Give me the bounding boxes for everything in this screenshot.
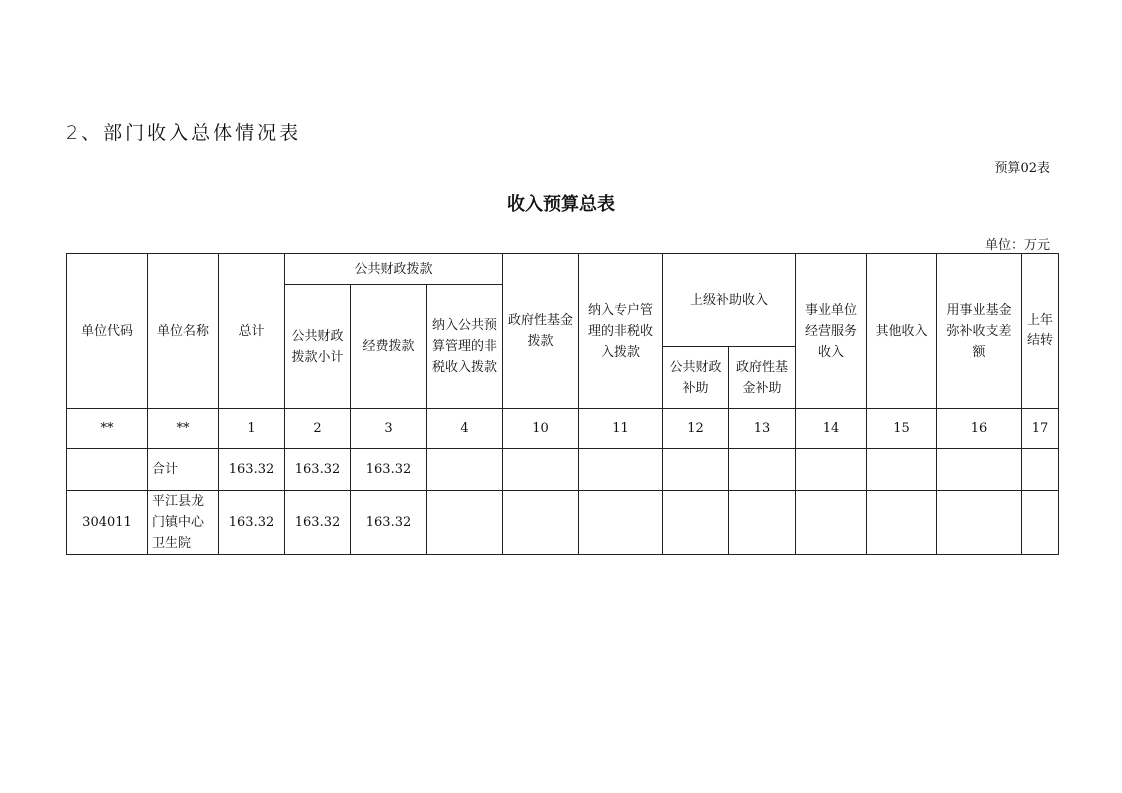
cell-value xyxy=(1022,491,1059,555)
cell-value xyxy=(867,449,937,491)
header-ss-public: 公共财政补助 xyxy=(663,347,729,409)
column-number-cell: ** xyxy=(67,409,148,449)
column-number-cell: 1 xyxy=(219,409,285,449)
header-pf-funding: 经费拨款 xyxy=(351,285,427,409)
cell-value xyxy=(503,491,579,555)
cell-value xyxy=(729,449,796,491)
cell-value xyxy=(729,491,796,555)
column-number-cell: 11 xyxy=(579,409,663,449)
header-pf-subtotal: 公共财政拨款小计 xyxy=(285,285,351,409)
header-fund-offset: 用事业基金弥补收支差额 xyxy=(937,254,1022,409)
table-title: 收入预算总表 xyxy=(507,194,615,215)
column-number-cell: 4 xyxy=(427,409,503,449)
cell-unit-name: 合计 xyxy=(148,449,219,491)
section-title: 2、部门收入总体情况表 xyxy=(66,122,302,144)
column-number-cell: 14 xyxy=(796,409,867,449)
cell-value: 163.32 xyxy=(351,491,427,555)
header-unit-name: 单位名称 xyxy=(148,254,219,409)
cell-unit-name: 平江县龙门镇中心卫生院 xyxy=(148,491,219,555)
column-number-cell: 15 xyxy=(867,409,937,449)
header-other-income: 其他收入 xyxy=(867,254,937,409)
cell-unit-code xyxy=(67,449,148,491)
column-number-cell: 3 xyxy=(351,409,427,449)
header-business-income: 事业单位经营服务收入 xyxy=(796,254,867,409)
header-ss-govfund: 政府性基金补助 xyxy=(729,347,796,409)
income-budget-table xyxy=(66,253,1059,555)
cell-value xyxy=(503,449,579,491)
header-superior-subsidy: 上级补助收入 xyxy=(663,254,796,347)
unit-label: 单位：万元 xyxy=(984,238,1050,253)
cell-value xyxy=(796,449,867,491)
cell-value: 163.32 xyxy=(219,449,285,491)
cell-value xyxy=(427,449,503,491)
column-number-cell: 17 xyxy=(1022,409,1059,449)
header-gov-fund: 政府性基金拨款 xyxy=(503,254,579,409)
column-number-cell: 16 xyxy=(937,409,1022,449)
column-number-cell: 12 xyxy=(663,409,729,449)
header-public-finance: 公共财政拨款 xyxy=(285,254,503,285)
cell-value xyxy=(663,449,729,491)
column-number-cell: ** xyxy=(148,409,219,449)
cell-value xyxy=(937,449,1022,491)
cell-value xyxy=(937,491,1022,555)
column-number-cell: 13 xyxy=(729,409,796,449)
header-special-nontax: 纳入专户管理的非税收入拨款 xyxy=(579,254,663,409)
cell-value: 163.32 xyxy=(219,491,285,555)
cell-unit-code: 304011 xyxy=(67,491,148,555)
column-number-cell: 10 xyxy=(503,409,579,449)
cell-value: 163.32 xyxy=(285,491,351,555)
cell-value xyxy=(663,491,729,555)
cell-value xyxy=(1022,449,1059,491)
column-number-row xyxy=(67,409,1059,449)
cell-value xyxy=(579,491,663,555)
header-total: 总计 xyxy=(219,254,285,409)
table-row xyxy=(67,449,1059,491)
header-unit-code: 单位代码 xyxy=(67,254,148,409)
cell-value xyxy=(796,491,867,555)
header-pf-nontax: 纳入公共预算管理的非税收入拨款 xyxy=(427,285,503,409)
cell-value xyxy=(579,449,663,491)
cell-value: 163.32 xyxy=(285,449,351,491)
cell-value xyxy=(427,491,503,555)
column-number-cell: 2 xyxy=(285,409,351,449)
cell-value: 163.32 xyxy=(351,449,427,491)
table-row xyxy=(67,491,1059,555)
header-carryover: 上年结转 xyxy=(1022,254,1059,409)
form-code: 预算02表 xyxy=(994,161,1050,176)
cell-value xyxy=(867,491,937,555)
